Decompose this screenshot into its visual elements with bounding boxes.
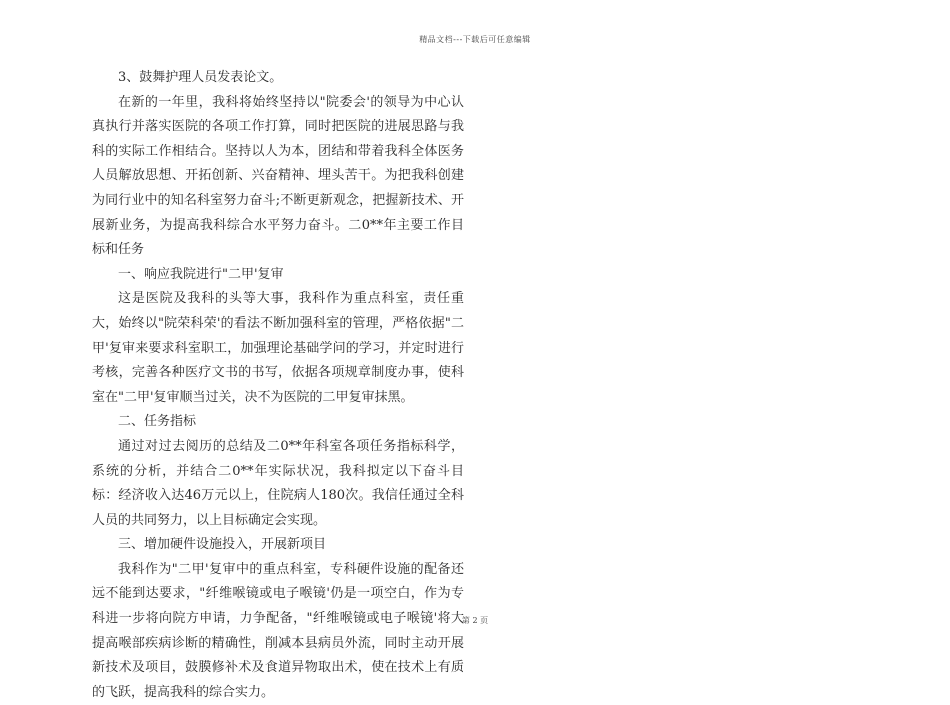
paragraph-intro: 在新的一年里，我科将始终坚持以"院委会'的领导为中心认真执行并落实医院的各项工作打算，同时把医院的进展思路与我科的实际工作相结合。坚持以人为本，团结和带着我科全体医务人员解放思想、开拓创新、兴奋精神、埋头苦干。为把我科创建为同行业中的知名科室努力奋斗;不断更新观念，把握新技术、开展新业务，为提高我科综合水平努力奋斗。二0**年主要工作目标和任务 <box>92 94 464 258</box>
section-heading-3: 三、增加硬件设施投入，开展新项目 <box>118 537 327 553</box>
document-body <box>92 66 464 705</box>
paragraph-section-3: 我科作为"二甲'复审中的重点科室，专科硬件设施的配备还远不能到达要求，"纤维喉镜或电子喉镜'仍是一项空白，作为专科进一步将向院方申请，力争配备，"纤维喉镜或电子喉镜'将大提高喉部疾病诊断的精确性，削减本县病员外流，同时主动开展新技术及项目，鼓膜修补术及食道异物取出术，使在技术上有质的飞跃，提高我科的综合实力。 <box>92 561 464 700</box>
page-number: 第 2 页 <box>461 616 489 625</box>
section-heading-2: 二、任务指标 <box>118 414 197 430</box>
page-header-note: 精品文档---下载后可任意编辑 <box>419 35 531 44</box>
paragraph-section-1: 这是医院及我科的头等大事，我科作为重点科室，责任重大，始终以"院荣科荣'的看法不断加强科室的管理，严格依据"二甲'复审来要求科室职工，加强理论基础学问的学习，并定时进行考核，完善各种医疗文书的书写，依据各项规章制度办事，使科室在"二甲'复审顺当过关，决不为医院的二甲复审抹黑。 <box>92 291 464 405</box>
section-heading-1: 一、响应我院进行"二甲'复审 <box>118 266 284 282</box>
paragraph-item-3: 3、鼓舞护理人员发表论文。 <box>118 70 283 85</box>
paragraph-section-2: 通过对过去阅历的总结及二0**年科室各项任务指标科学，系统的分析，并结合二0**年实际状况，我科拟定以下奋斗目标：经济收入达46万元以上，住院病人180次。我信任通过全科人员的共同努力，以上目标确定会实现。 <box>92 438 464 528</box>
